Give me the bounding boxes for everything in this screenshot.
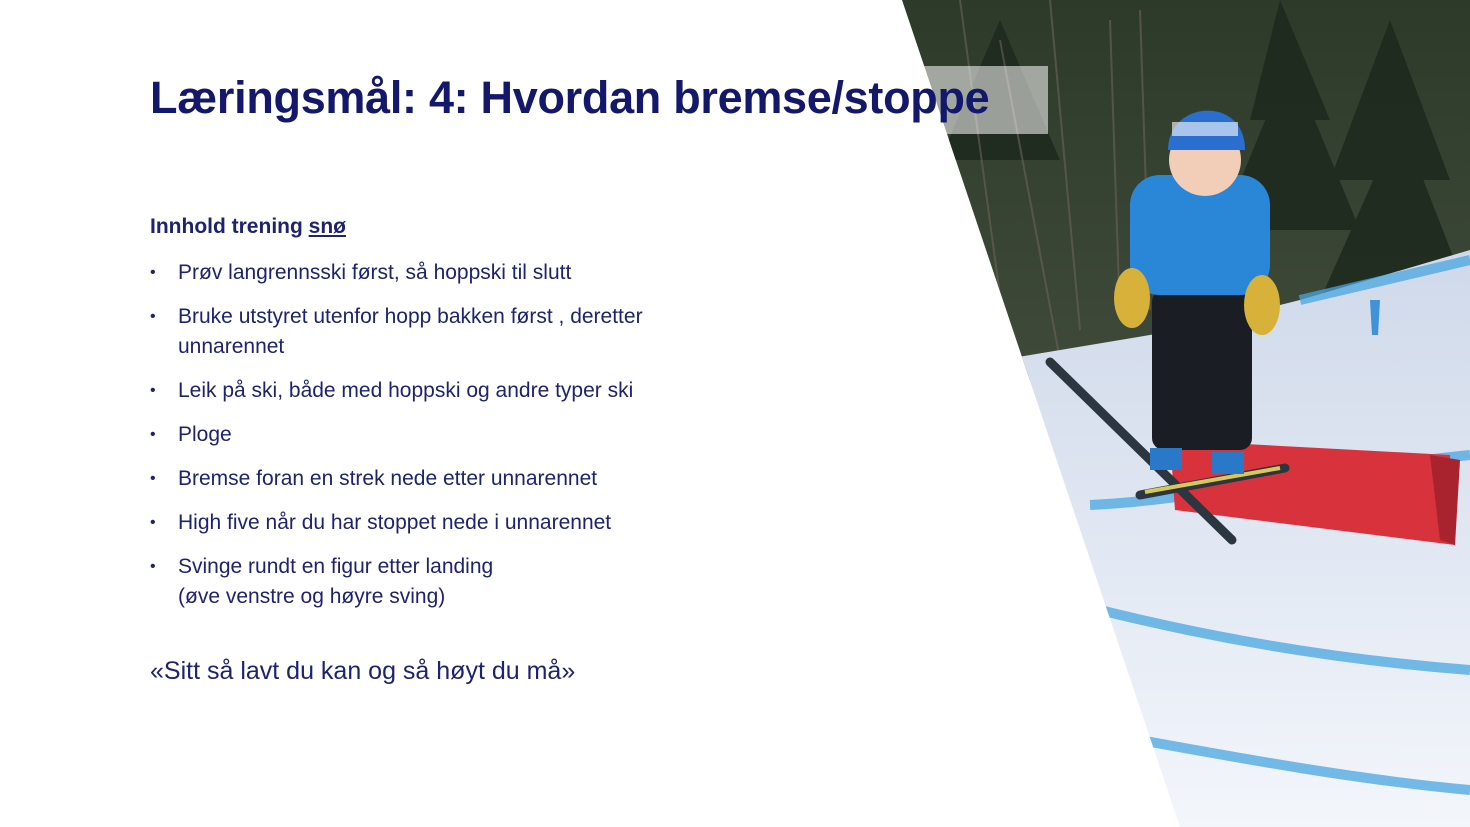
bullet-item — [150, 258, 850, 288]
bullet-dot-icon: • — [150, 382, 156, 399]
bullet-list — [150, 258, 850, 626]
bullet-dot-icon: • — [150, 470, 156, 487]
bullet-item — [150, 508, 850, 538]
bullet-item — [150, 376, 850, 406]
bullet-dot-icon: • — [150, 426, 156, 443]
bullet-text: High five når du har stoppet nede i unnarennet — [178, 511, 612, 534]
bullet-text: Leik på ski, både med hoppski og andre typer ski — [178, 379, 634, 402]
bullet-text: Bruke utstyret utenfor hopp bakken først , deretter — [178, 305, 643, 328]
bullet-dot-icon: • — [150, 264, 156, 281]
section-subheading — [150, 215, 346, 239]
bullet-text-continued: unnarennet — [178, 335, 285, 358]
slide-title: Læringsmål: 4: Hvordan bremse/stoppe — [150, 72, 990, 123]
slide-quote: «Sitt så lavt du kan og så høyt du må» — [150, 657, 576, 685]
bullet-text: Ploge — [178, 423, 232, 446]
subheading-underlined-word: snø — [308, 215, 346, 238]
bullet-item — [150, 464, 850, 494]
bullet-text: Prøv langrennsski først, så hoppski til slutt — [178, 261, 572, 284]
bullet-item — [150, 302, 850, 362]
bullet-text: Svinge rundt en figur etter landing — [178, 555, 494, 578]
bullet-dot-icon: • — [150, 558, 156, 575]
bullet-text-continued: (øve venstre og høyre sving) — [178, 585, 446, 608]
bullet-item — [150, 552, 850, 612]
bullet-dot-icon: • — [150, 514, 156, 531]
bullet-dot-icon: • — [150, 308, 156, 325]
bullet-item — [150, 420, 850, 450]
bullet-text: Bremse foran en strek nede etter unnarennet — [178, 467, 598, 490]
subheading-text: Innhold trening — [150, 215, 309, 238]
